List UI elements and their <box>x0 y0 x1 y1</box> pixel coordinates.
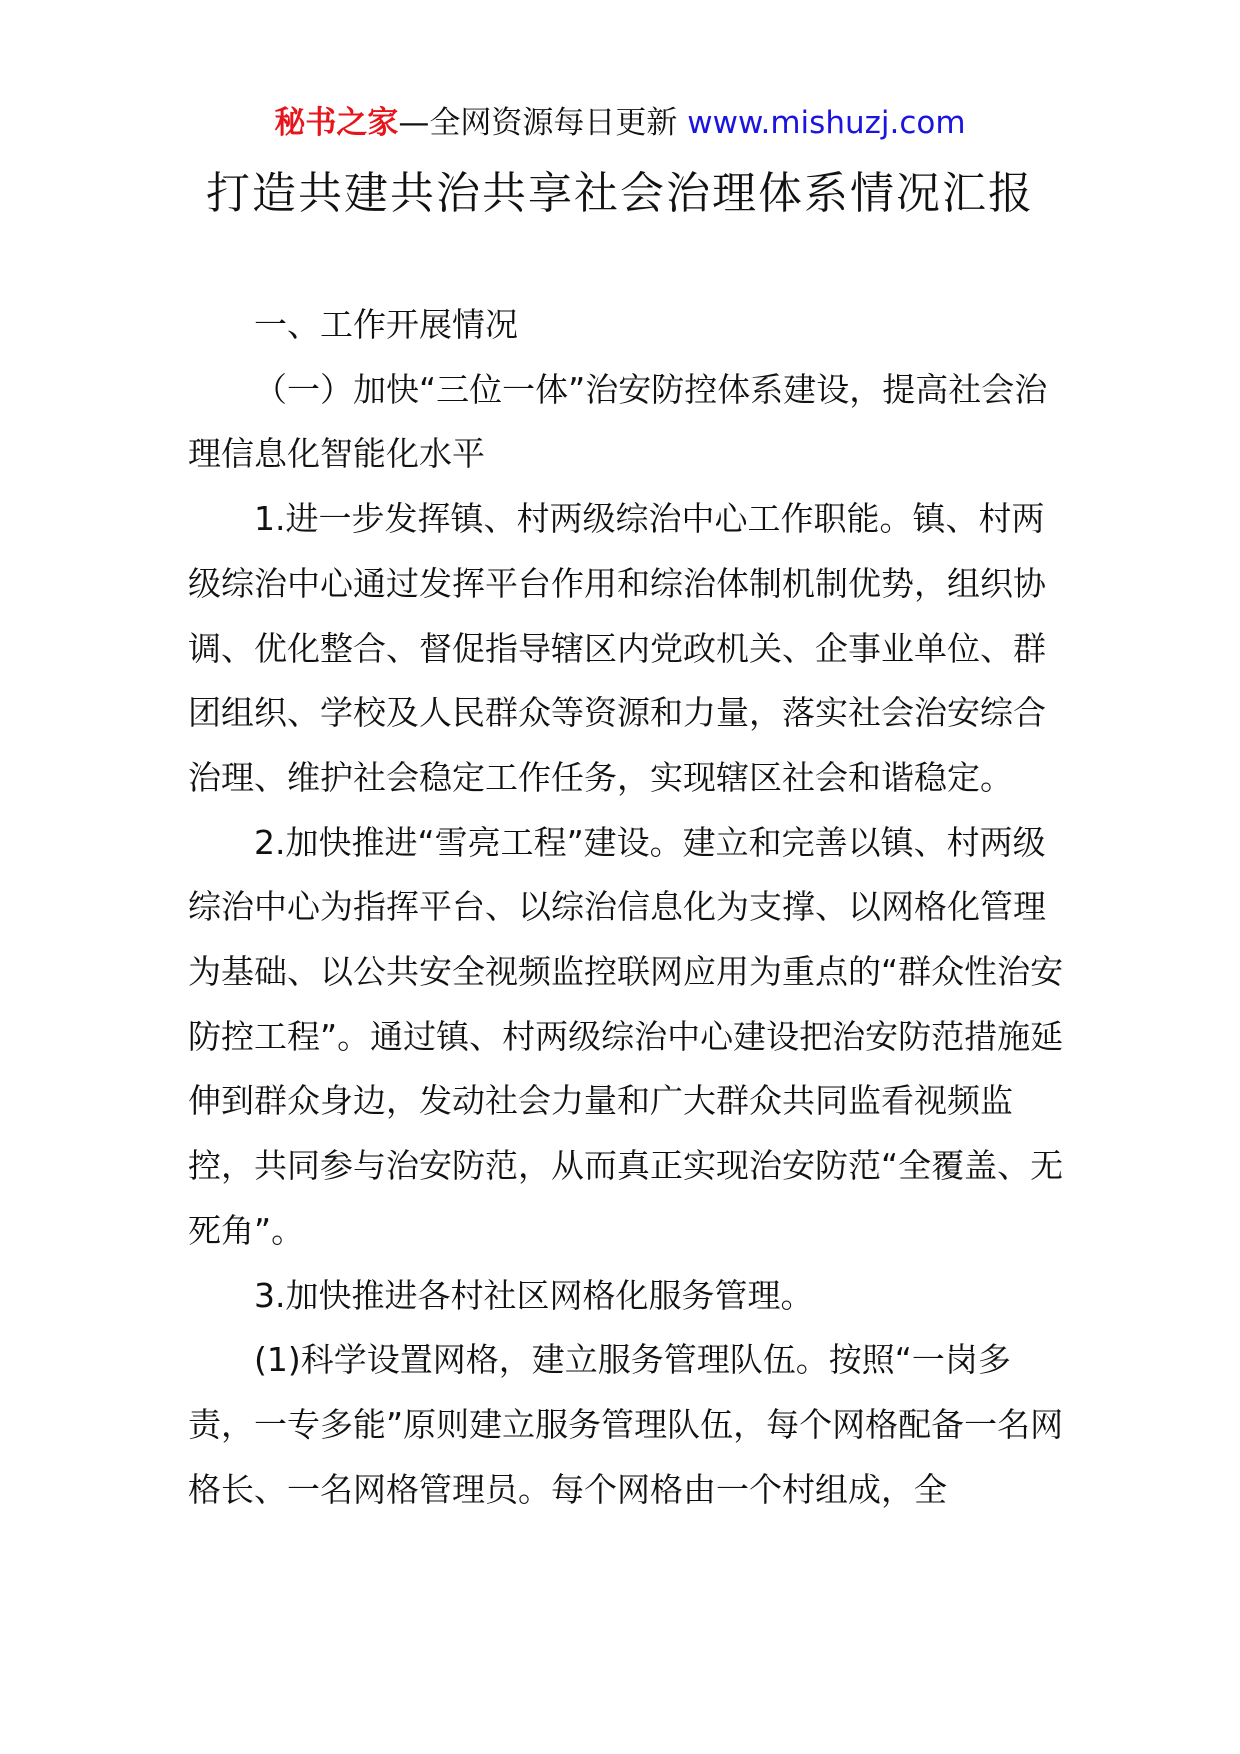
site-url-link[interactable]: www.mishuzj.com <box>687 105 966 141</box>
document-title: 打造共建共治共享社会治理体系情况汇报 <box>206 168 1034 219</box>
banner-slogan: —全网资源每日更新 <box>398 105 678 141</box>
document-body <box>188 293 1068 1522</box>
body-paragraph: 1.进一步发挥镇、村两级综治中心工作职能。镇、村两级综治中心通过发挥平台作用和综治体制机制优势，组织协调、优化整合、督促指导辖区内党政机关、企事业单位、群团组织、学校及人民群众等资源和力量，落实社会治安综合治理、维护社会稳定工作任务，实现辖区社会和谐稳定。 <box>188 499 1046 797</box>
body-paragraph: (1)科学设置网格，建立服务管理队伍。按照“一岗多责，一专多能”原则建立服务管理队伍，每个网格配备一名网格长、一名网格管理员。每个网格由一个村组成，全 <box>188 1340 1064 1509</box>
subsection-heading: （一）加快“三位一体”治安防控体系建设，提高社会治理信息化智能化水平 <box>188 369 1048 474</box>
brand-name: 秘书之家 <box>274 105 399 141</box>
body-paragraph: 2.加快推进“雪亮工程”建设。建立和完善以镇、村两级综治中心为指挥平台、以综治信息化为支撑、以网格化管理为基础、以公共安全视频监控联网应用为重点的“群众性治安防控工程”。通过镇、村两级综治中心建设把治安防范措施延伸到群众身边，发动社会力量和广大群众共同监看视频监控，共同参与治安防范，从而真正实现治安防范“全覆盖、无死角”。 <box>188 822 1064 1250</box>
site-banner <box>0 98 1240 148</box>
body-paragraph: 3.加快推进各村社区网格化服务管理。 <box>254 1275 814 1315</box>
section-heading: 一、工作开展情况 <box>254 305 518 344</box>
